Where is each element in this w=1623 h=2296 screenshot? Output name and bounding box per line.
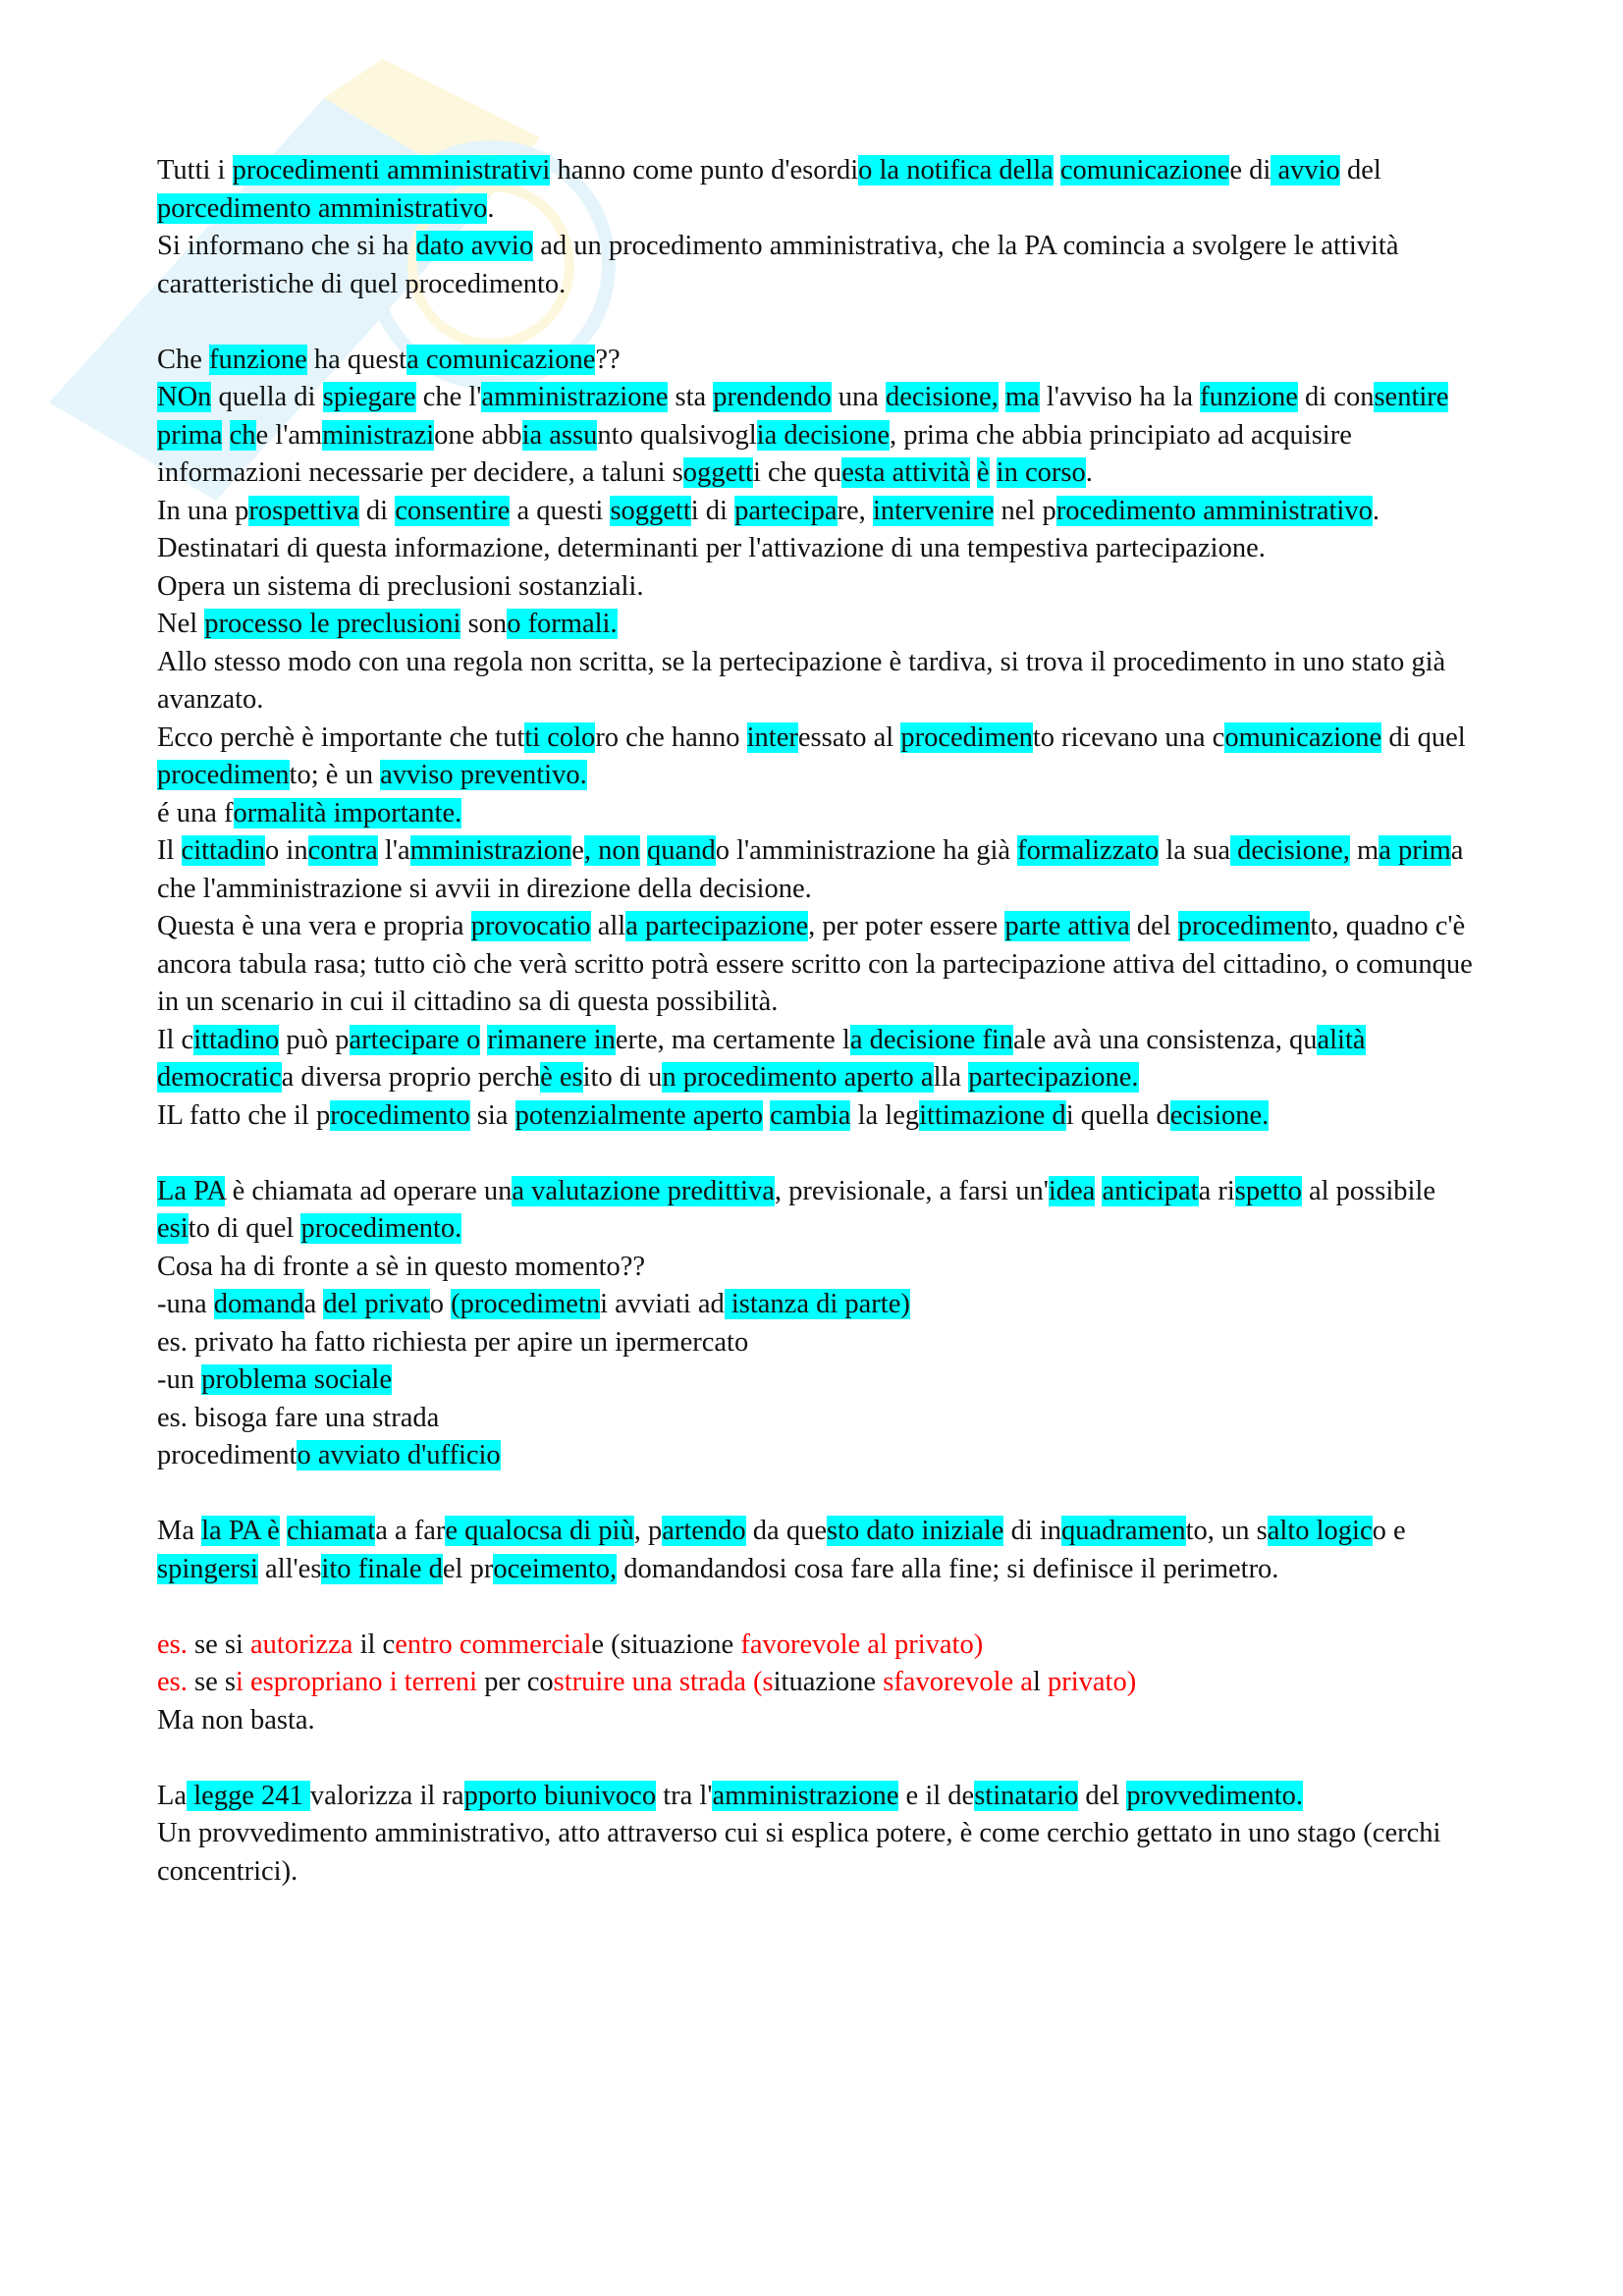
- highlighted-text: del privat: [323, 1289, 430, 1319]
- highlighted-text: pporto biunivoco: [463, 1780, 657, 1811]
- text-span: se s: [187, 1667, 236, 1697]
- text-span: Si informano che si ha: [157, 231, 416, 261]
- highlighted-text: formalizzato: [1017, 835, 1160, 866]
- highlighted-text: , non: [583, 835, 640, 866]
- highlighted-text: ia assu: [521, 419, 598, 451]
- highlighted-text: ch: [229, 419, 256, 451]
- highlighted-text: comunicazione: [1059, 155, 1230, 186]
- text-span: domandandosi cosa fare alla fine; si definisce il perimetro.: [617, 1553, 1279, 1584]
- highlighted-text: oggett: [682, 457, 753, 488]
- red-text: entro commercial: [395, 1629, 592, 1660]
- highlighted-text: ittadino: [193, 1024, 280, 1055]
- text-span: se si: [187, 1629, 250, 1660]
- text-span: -una: [157, 1289, 214, 1319]
- text-span: .: [487, 192, 495, 224]
- red-text: i espropriano: [235, 1667, 383, 1697]
- highlighted-text: procedimen: [900, 721, 1033, 753]
- highlighted-text: reclusioni: [351, 609, 461, 639]
- highlighted-text: inter: [746, 721, 798, 753]
- paragraph: [157, 606, 1483, 644]
- highlighted-text: quand: [647, 835, 716, 866]
- text-span: di: [358, 495, 396, 526]
- highlighted-text: in corso: [996, 457, 1086, 488]
- highlighted-text: funzione: [209, 344, 307, 375]
- text-span: Cosa ha di fronte a sè in questo momento??: [157, 1251, 646, 1282]
- text-span: re,: [837, 495, 873, 526]
- text-span: valorizza il ra: [309, 1780, 464, 1811]
- paragraph: [157, 1627, 1483, 1665]
- text-span: per co: [477, 1667, 554, 1697]
- text-span: all'es: [257, 1553, 322, 1584]
- highlighted-text: contra: [307, 835, 378, 866]
- text-span: a ri: [1198, 1175, 1235, 1206]
- red-text: privato): [1047, 1667, 1137, 1697]
- highlighted-text: sto dato iniziale: [826, 1516, 1004, 1546]
- text-span: [383, 1667, 390, 1697]
- highlighted-text: oceimento,: [493, 1553, 618, 1584]
- highlighted-text: ma: [1004, 382, 1040, 412]
- text-span: lla: [933, 1062, 969, 1093]
- highlighted-text: soggett: [610, 495, 691, 526]
- highlighted-text: ia decisione: [756, 419, 890, 451]
- text-span: nel p: [994, 495, 1056, 526]
- text-span: e l'am: [255, 419, 323, 451]
- highlighted-text: artendo: [662, 1516, 746, 1546]
- text-span: del: [1129, 911, 1178, 941]
- paragraph: [157, 1286, 1483, 1324]
- document-body: [157, 152, 1483, 1891]
- text-span: La: [157, 1780, 188, 1811]
- highlighted-text: ministrazi: [322, 419, 435, 451]
- text-span: l: [1032, 1667, 1048, 1697]
- text-span: Destinatari di questa informazione, determinanti per l'attivazione di una tempestiva partecipazione.: [157, 533, 1266, 563]
- text-span: i che qu: [752, 457, 842, 488]
- blank-line: [157, 1739, 1483, 1778]
- text-span: Allo stesso modo con una regola non scritta, se la pertecipazione è tardiva, si trova il procedimento in uno stato già avanzato.: [157, 646, 1446, 715]
- highlighted-text: potenzialmente aperto: [514, 1099, 764, 1131]
- text-span: to, un s: [1185, 1516, 1268, 1546]
- paragraph: [157, 908, 1483, 1022]
- text-span: ad un procedimento amministrativa, che la PA comincia a svolgere le attività caratteristiche di quel procedimento.: [157, 231, 1399, 299]
- paragraph: [157, 1437, 1483, 1475]
- highlighted-text: partecipazione.: [968, 1062, 1139, 1093]
- text-span: ??: [595, 344, 621, 375]
- text-span: Ma non basta.: [157, 1704, 315, 1735]
- text-span: la sua: [1159, 835, 1230, 866]
- paragraph: [157, 493, 1483, 531]
- text-span: di con: [1297, 382, 1375, 412]
- highlighted-text: parte attiva: [1004, 911, 1130, 941]
- highlighted-text: omunicazione: [1224, 721, 1382, 753]
- text-span: [640, 835, 647, 866]
- text-span: ito di u: [582, 1062, 663, 1093]
- paragraph: [157, 1362, 1483, 1400]
- text-span: to ricevano una c: [1032, 721, 1225, 753]
- text-span: Che: [157, 344, 210, 375]
- text-span: , p: [633, 1516, 663, 1546]
- text-span: ha quest: [306, 344, 407, 375]
- text-span: o: [429, 1289, 452, 1319]
- highlighted-text: è: [976, 457, 990, 488]
- paragraph: [157, 1664, 1483, 1702]
- text-span: , prima che abbia principiato ad acquisire informazioni necessarie per decidere, a taluni s: [157, 419, 1352, 488]
- text-span: o l'amministrazione ha già: [715, 835, 1018, 866]
- blank-line: [157, 1475, 1483, 1514]
- red-text: struire una strada (s: [553, 1667, 774, 1697]
- highlighted-text: ittimazione d: [919, 1099, 1066, 1131]
- highlighted-text: o avviato d'ufficio: [297, 1440, 501, 1470]
- text-span: [999, 382, 1005, 412]
- highlighted-text: rimanere in: [487, 1024, 616, 1055]
- text-span: o e: [1372, 1516, 1406, 1546]
- text-span: e: [571, 835, 584, 866]
- highlighted-text: procedimen: [1177, 911, 1311, 941]
- text-span: a: [303, 1289, 324, 1319]
- text-span: [222, 420, 229, 451]
- text-span: [970, 457, 977, 488]
- highlighted-text: o formali.: [507, 609, 618, 639]
- text-span: [990, 457, 997, 488]
- highlighted-text: anticipat: [1102, 1175, 1199, 1206]
- highlighted-text: porcedimento amministrativo: [157, 192, 488, 224]
- highlighted-text: stinatario: [974, 1780, 1079, 1811]
- highlighted-text: rocedimento amministrativo: [1055, 495, 1373, 526]
- text-span: In una p: [157, 495, 249, 526]
- paragraph: [157, 644, 1483, 720]
- text-span: .: [1372, 495, 1380, 526]
- text-span: una: [831, 382, 886, 412]
- text-span: che l': [415, 382, 482, 412]
- highlighted-text: sentire: [1374, 382, 1449, 412]
- text-span: m: [1349, 835, 1380, 866]
- highlighted-text: amministrazione: [481, 382, 669, 412]
- blank-line: [157, 303, 1483, 342]
- highlighted-text: cittadin: [181, 835, 266, 866]
- text-span: e il de: [898, 1780, 975, 1811]
- text-span: es. bisoga fare una strada: [157, 1402, 440, 1433]
- text-span: to; è un: [289, 760, 381, 790]
- text-span: el pr: [442, 1553, 494, 1584]
- red-text: favorevole al privato): [740, 1629, 984, 1660]
- highlighted-text: La PA: [157, 1175, 226, 1206]
- text-span: [280, 1516, 287, 1546]
- text-span: l'a: [377, 835, 410, 866]
- highlighted-text: e qualocsa di più: [445, 1516, 634, 1546]
- red-text: es.: [157, 1667, 188, 1697]
- text-span: a diversa proprio perch: [281, 1062, 541, 1093]
- text-span: Opera un sistema di preclusioni sostanziali.: [157, 570, 644, 602]
- text-span: il c: [352, 1629, 396, 1660]
- text-span: Un provvedimento amministrativo, atto attraverso cui si esplica potere, è come cerchio gettato in uno stago (cerchi concentrici).: [157, 1818, 1441, 1887]
- highlighted-text: chiamat: [286, 1516, 376, 1546]
- highlighted-text: a partecipazione: [625, 911, 809, 941]
- text-span: Questa è una vera e propria: [157, 911, 471, 941]
- highlighted-text: ecisione.: [1169, 1099, 1270, 1131]
- text-span: hanno come punto d'esordi: [550, 155, 859, 186]
- text-span: all: [590, 911, 626, 941]
- text-span: to di quel: [188, 1213, 301, 1244]
- highlighted-text: intervenire: [872, 495, 995, 526]
- text-span: o in: [265, 835, 308, 866]
- text-span: è chiamata ad operare un: [225, 1175, 513, 1206]
- text-span: i quella d: [1065, 1099, 1170, 1131]
- highlighted-text: funzione: [1200, 382, 1298, 412]
- paragraph: [157, 1173, 1483, 1249]
- highlighted-text: ormalità importante.: [233, 797, 462, 828]
- highlighted-text: spingersi: [157, 1553, 258, 1584]
- highlighted-text: partecipa: [734, 495, 838, 526]
- text-span: one abb: [434, 419, 522, 451]
- text-span: quella di: [211, 382, 323, 412]
- highlighted-text: esi: [157, 1213, 189, 1244]
- paragraph: [157, 379, 1483, 493]
- paragraph: [157, 1778, 1483, 1816]
- highlighted-text: n procedimento aperto a: [662, 1062, 934, 1093]
- highlighted-text: prima: [157, 419, 223, 451]
- highlighted-text: spetto: [1234, 1175, 1302, 1206]
- highlighted-text: quadramen: [1061, 1516, 1186, 1546]
- text-span: es. privato ha fatto richiesta per apire un ipermercato: [157, 1326, 749, 1358]
- text-span: i di: [690, 495, 735, 526]
- highlighted-text: esta attività: [841, 457, 970, 488]
- text-span: sta: [668, 382, 714, 412]
- highlighted-text: a comunicazione: [406, 344, 596, 375]
- text-span: Tutti i: [157, 155, 233, 186]
- highlighted-text: consentire: [395, 495, 511, 526]
- text-span: son: [460, 609, 508, 639]
- highlighted-text: a prim: [1379, 835, 1451, 866]
- paragraph: [157, 795, 1483, 833]
- text-span: nto qualsivogl: [597, 419, 757, 451]
- text-span: ro che hanno: [595, 721, 747, 753]
- text-span: i avviati ad: [600, 1289, 725, 1319]
- text-span: può p: [279, 1024, 350, 1055]
- text-span: l'avviso ha la: [1039, 382, 1201, 412]
- text-span: erte, ma certamente l: [615, 1024, 850, 1055]
- highlighted-text: avviso preventivo.: [380, 760, 587, 790]
- paragraph: [157, 1815, 1483, 1891]
- paragraph: [157, 1324, 1483, 1362]
- text-span: da que: [745, 1516, 827, 1546]
- highlighted-text: problema sociale: [201, 1364, 393, 1395]
- highlighted-text: (procedimetn: [451, 1289, 601, 1319]
- text-span: -un: [157, 1364, 202, 1395]
- text-span: .: [1085, 457, 1093, 488]
- paragraph: [157, 568, 1483, 607]
- paragraph: [157, 342, 1483, 380]
- text-span: a che l'amministrazione si avvii in direzione della decisione.: [157, 835, 1464, 904]
- paragraph: [157, 1249, 1483, 1287]
- highlighted-text: rospettiva: [248, 495, 359, 526]
- text-span: , per poter essere: [808, 911, 1005, 941]
- highlighted-text: a decisione fin: [849, 1024, 1014, 1055]
- highlighted-text: istanza di parte): [724, 1289, 910, 1319]
- highlighted-text: a valutazione predittiva: [512, 1175, 775, 1206]
- highlighted-text: NOn: [157, 382, 212, 412]
- red-text: i terreni: [389, 1667, 478, 1697]
- highlighted-text: o la notifica della: [858, 155, 1054, 186]
- text-span: Il: [157, 835, 182, 866]
- text-span: Nel: [157, 609, 205, 639]
- paragraph: [157, 832, 1483, 908]
- highlighted-text: artecipare o: [349, 1024, 481, 1055]
- highlighted-text: ti colo: [524, 721, 596, 753]
- highlighted-text: mministrazion: [409, 835, 572, 866]
- text-span: la leg: [850, 1099, 920, 1131]
- highlighted-text: idea: [1048, 1175, 1096, 1206]
- paragraph: [157, 1097, 1483, 1136]
- blank-line: [157, 1135, 1483, 1173]
- highlighted-text: dato avvio: [415, 231, 534, 261]
- highlighted-text: cambia: [770, 1099, 851, 1131]
- text-span: sia: [469, 1099, 515, 1131]
- text-span: e (situazione: [591, 1629, 741, 1660]
- text-span: to, quadno c'è ancora tabula rasa; tutto ciò che verà scritto potrà essere scritto con la partecipazione attiva del cittadino, o comunque in un scenario in cui il cittadino sa di questa possibilità.: [157, 911, 1473, 1017]
- highlighted-text: decisione,: [886, 382, 999, 412]
- highlighted-text: prendendo: [713, 382, 832, 412]
- highlighted-text: processo le p: [204, 609, 352, 639]
- text-span: Il c: [157, 1024, 194, 1055]
- highlighted-text: avvio: [1277, 155, 1340, 186]
- red-text: autorizza: [250, 1629, 353, 1660]
- text-span: ale avà una consistenza, qu: [1013, 1024, 1318, 1055]
- text-span: ituazione: [773, 1667, 884, 1697]
- highlighted-text: spiegare: [322, 382, 416, 412]
- highlighted-text: la PA è: [201, 1516, 280, 1546]
- text-span: e di: [1229, 155, 1271, 186]
- highlighted-text: provocatio: [470, 911, 591, 941]
- text-span: a questi: [510, 495, 611, 526]
- paragraph: [157, 530, 1483, 568]
- text-span: del: [1078, 1780, 1127, 1811]
- paragraph: [157, 720, 1483, 795]
- highlighted-text: è es: [540, 1062, 583, 1093]
- highlighted-text: rocedimento: [330, 1099, 470, 1131]
- red-text: es.: [157, 1629, 188, 1660]
- blank-line: [157, 1588, 1483, 1627]
- paragraph: [157, 1513, 1483, 1588]
- text-span: a a far: [375, 1516, 446, 1546]
- paragraph: [157, 1400, 1483, 1438]
- text-span: tra l': [656, 1780, 713, 1811]
- text-span: procediment: [157, 1440, 298, 1470]
- text-span: Ma: [157, 1516, 202, 1546]
- paragraph: [157, 152, 1483, 228]
- paragraph: [157, 228, 1483, 303]
- highlighted-text: legge 241: [187, 1780, 310, 1811]
- paragraph: [157, 1022, 1483, 1097]
- text-span: essato al: [797, 721, 901, 753]
- text-span: Ecco perchè è importante che tut: [157, 721, 525, 753]
- highlighted-text: procedimen: [157, 760, 290, 790]
- text-span: é una f: [157, 797, 234, 828]
- text-span: [1054, 155, 1060, 186]
- text-span: al possibile: [1301, 1175, 1435, 1206]
- highlighted-text: alità democratic: [157, 1024, 1366, 1093]
- highlighted-text: ito finale d: [321, 1553, 443, 1584]
- paragraph: [157, 1702, 1483, 1740]
- highlighted-text: procedimento.: [300, 1213, 462, 1244]
- text-span: , previsionale, a farsi un': [774, 1175, 1049, 1206]
- highlighted-text: amministrazione: [712, 1780, 899, 1811]
- text-span: del: [1339, 155, 1381, 186]
- text-span: IL fatto che il p: [157, 1099, 331, 1131]
- text-span: di quel: [1381, 721, 1466, 753]
- highlighted-text: procedimenti amministrativi: [232, 155, 551, 186]
- highlighted-text: domand: [213, 1289, 304, 1319]
- highlighted-text: provvedimento.: [1126, 1780, 1303, 1811]
- highlighted-text: decisione,: [1230, 835, 1350, 866]
- text-span: di in: [1003, 1516, 1062, 1546]
- red-text: sfavorevole a: [883, 1667, 1033, 1697]
- highlighted-text: alto logic: [1267, 1516, 1373, 1546]
